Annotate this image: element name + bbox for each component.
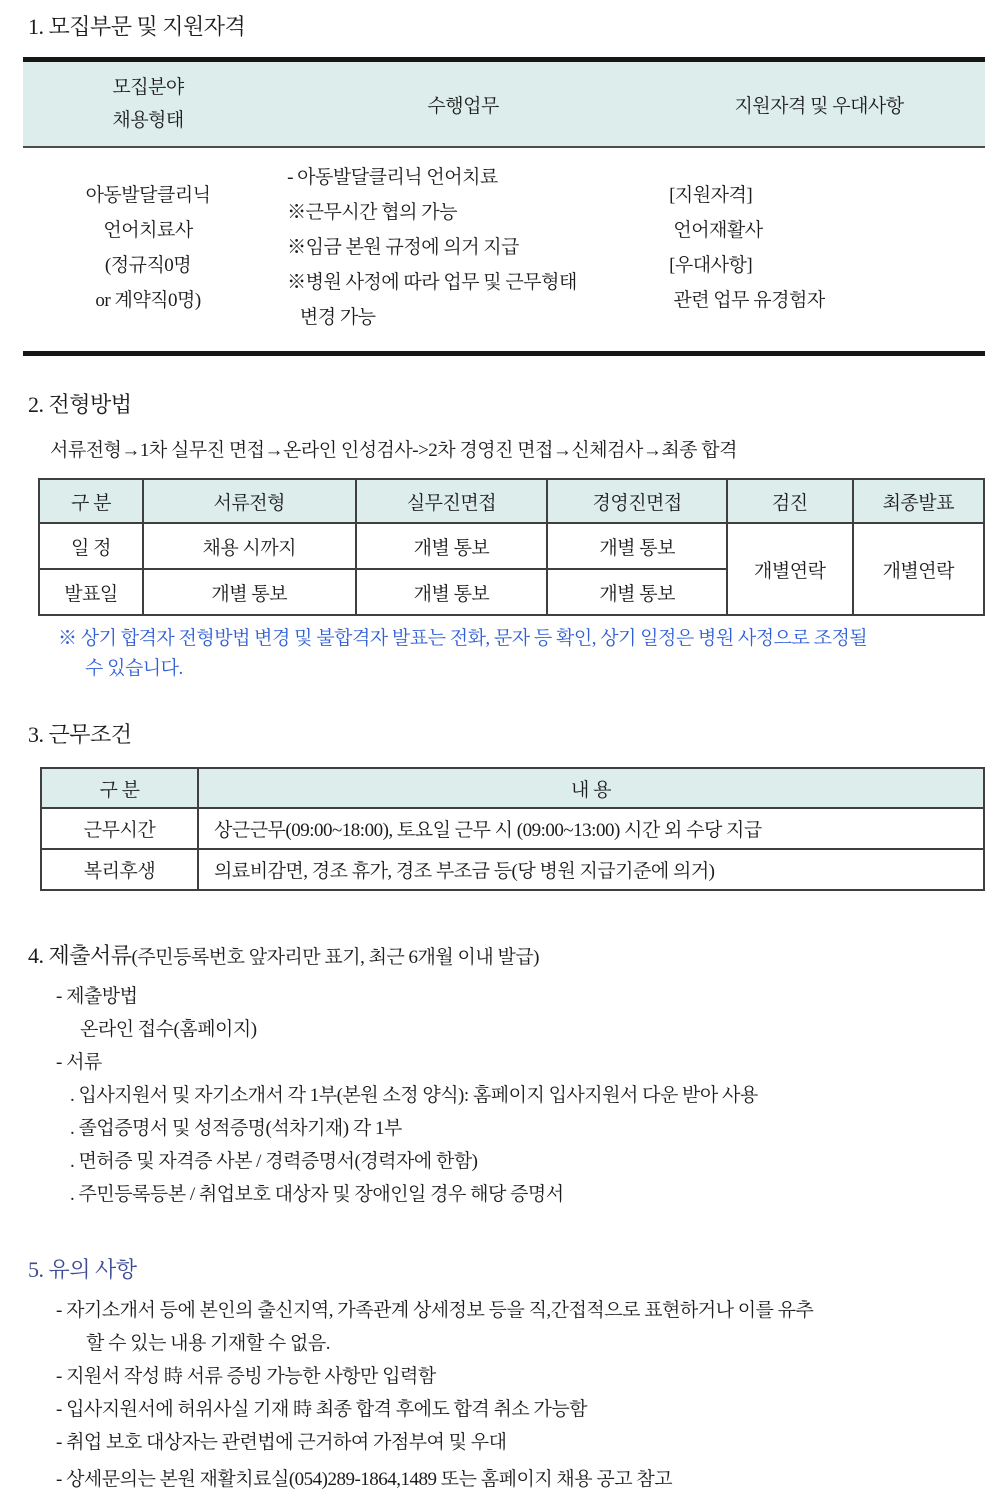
schedule-cell: 개별 통보 <box>547 523 727 569</box>
notice-item-line1: - 자기소개서 등에 본인의 출신지역, 가족관계 상세정보 등을 직,간접적으로 표현하거나 이를 유추 <box>56 1300 814 1321</box>
contact-info-line: - 상세문의는 본원 재활치료실(054)289-1864,1489 또는 홈페이지 채용 공고 참고 <box>56 1469 673 1490</box>
notice-item-line2: 할 수 있는 내용 기재할 수 없음. <box>86 1333 330 1354</box>
submit-method-value: 온라인 접수(홈페이지) <box>80 1019 257 1040</box>
conditions-label-cell: 근무시간 <box>41 808 198 849</box>
conditions-header-cell: 내 용 <box>198 768 984 808</box>
selection-process-flow: 서류전형→1차 실무진 면접→온라인 인성검사->2차 경영진 면접→신체검사→최종 합격 <box>50 440 738 461</box>
position-line: 아동발달클리닉 <box>85 184 211 206</box>
qualification-line: 언어재활사 <box>669 219 763 241</box>
duties-line: ※임금 본원 규정에 의거 지급 <box>287 237 520 258</box>
schedule-header-cell: 실무진면접 <box>356 479 548 523</box>
recruitment-table-header-row <box>23 60 985 148</box>
document-item: . 면허증 및 자격증 사본 / 경력증명서(경력자에 한함) <box>70 1151 478 1172</box>
section-4-title <box>28 939 985 970</box>
header-qualifications: 지원자격 및 우대사항 <box>653 60 985 148</box>
duties-line: 변경 가능 <box>287 307 376 328</box>
schedule-cell: 개별 통보 <box>356 523 548 569</box>
cell-duties <box>273 147 653 354</box>
qualification-line: [우대사항] <box>669 254 753 276</box>
conditions-row-hours <box>41 808 984 849</box>
notice-item: - 취업 보호 대상자는 관련법에 근거하여 가점부여 및 우대 <box>56 1432 507 1453</box>
conditions-value-cell: 의료비감면, 경조 휴가, 경조 부조금 등(당 병원 지급기준에 의거) <box>198 849 984 890</box>
document-item: . 주민등록등본 / 취업보호 대상자 및 장애인일 경우 해당 증명서 <box>70 1184 564 1205</box>
notice-item: - 지원서 작성 時 서류 증빙 가능한 사항만 입력함 <box>56 1366 436 1387</box>
section-4-title-main: 4. 제출서류 <box>28 943 132 968</box>
section-4-title-sub: (주민등록번호 앞자리만 표기, 최근 6개월 이내 발급) <box>131 947 540 968</box>
position-line: or 계약직0명) <box>95 289 201 311</box>
schedule-cell: 발표일 <box>39 569 143 615</box>
qualification-line: 관련 업무 유경험자 <box>669 289 825 311</box>
schedule-header-cell: 최종발표 <box>853 479 984 523</box>
duties-line: ※병원 사정에 따라 업무 및 근무형태 <box>287 272 577 293</box>
schedule-cell-checkup-merged: 개별연락 <box>727 523 853 615</box>
duties-line: ※근무시간 협의 가능 <box>287 202 457 223</box>
schedule-note <box>58 624 985 684</box>
schedule-note-line1: ※ 상기 합격자 전형방법 변경 및 불합격자 발표는 전화, 문자 등 확인, 상기 일정은 병원 사정으로 조정될 <box>58 628 868 649</box>
schedule-note-line2: 수 있습니다. <box>85 658 183 679</box>
conditions-value-cell: 상근근무(09:00~18:00), 토요일 근무 시 (09:00~13:00) 시간 외 수당 지급 <box>198 808 984 849</box>
schedule-header-cell: 구 분 <box>39 479 143 523</box>
document-item: . 입사지원서 및 자기소개서 각 1부(본원 소정 양식): 홈페이지 입사지원서 다운 받아 사용 <box>70 1085 758 1106</box>
section-3-title: 3. 근무조건 <box>28 722 132 747</box>
selection-schedule-table <box>38 478 985 616</box>
document-item: . 졸업증명서 및 성적증명(석차기재) 각 1부 <box>70 1118 402 1139</box>
cell-position <box>23 147 273 354</box>
section-5-title: 5. 유의 사항 <box>28 1257 137 1282</box>
notice-item: - 입사지원서에 허위사실 기재 時 최종 합격 후에도 합격 취소 가능함 <box>56 1399 588 1420</box>
header-recruit-field-line2: 채용형태 <box>112 110 184 131</box>
header-recruit-field <box>23 60 273 148</box>
header-duties: 수행업무 <box>273 60 653 148</box>
conditions-header-cell: 구 분 <box>41 768 198 808</box>
schedule-cell: 개별 통보 <box>356 569 548 615</box>
cell-qualifications <box>653 147 985 354</box>
position-line: (정규직0명 <box>104 254 192 276</box>
section-2-title: 2. 전형방법 <box>28 392 132 417</box>
schedule-header-cell: 서류전형 <box>143 479 356 523</box>
schedule-header-cell: 검진 <box>727 479 853 523</box>
section-1-title: 1. 모집부문 및 지원자격 <box>28 14 246 39</box>
recruitment-table <box>23 57 985 356</box>
schedule-cell: 개별 통보 <box>143 569 356 615</box>
position-line: 언어치료사 <box>103 219 193 241</box>
schedule-header-cell: 경영진면접 <box>547 479 727 523</box>
documents-label: - 서류 <box>56 1052 102 1073</box>
schedule-cell-final-merged: 개별연락 <box>853 523 984 615</box>
submit-method-label: - 제출방법 <box>56 986 138 1007</box>
schedule-cell: 채용 시까지 <box>143 523 356 569</box>
conditions-row-welfare <box>41 849 984 890</box>
schedule-cell: 개별 통보 <box>547 569 727 615</box>
conditions-label-cell: 복리후생 <box>41 849 198 890</box>
schedule-header-row <box>39 479 984 523</box>
recruitment-table-body-row <box>23 147 985 354</box>
qualification-line: [지원자격] <box>669 184 753 206</box>
schedule-cell: 일 정 <box>39 523 143 569</box>
conditions-header-row <box>41 768 984 808</box>
schedule-row-dates <box>39 523 984 569</box>
header-recruit-field-line1: 모집분야 <box>112 77 184 98</box>
duties-line: - 아동발달클리닉 언어치료 <box>287 167 498 188</box>
working-conditions-table <box>40 767 985 891</box>
